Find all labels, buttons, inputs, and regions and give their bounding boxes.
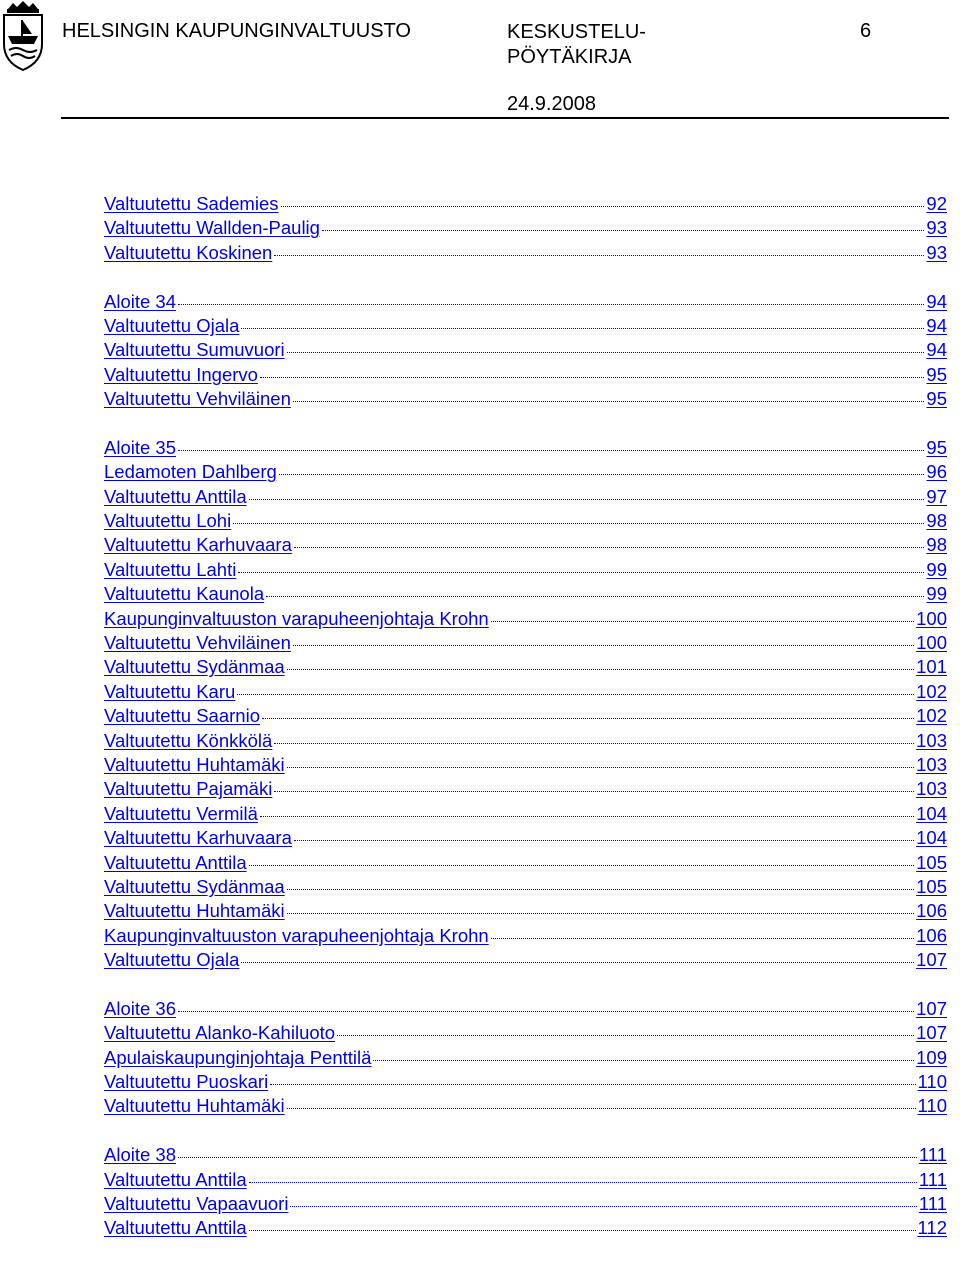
toc-entry-title: Valtuutettu Vapaavuori bbox=[104, 1193, 289, 1215]
dot-leader bbox=[491, 621, 914, 622]
toc-entry-link[interactable] bbox=[104, 1168, 947, 1192]
toc-entry-link[interactable] bbox=[104, 192, 947, 216]
toc-entry-page-number: 94 bbox=[926, 290, 947, 312]
dot-leader bbox=[287, 352, 925, 353]
dot-leader bbox=[249, 1230, 916, 1231]
toc-entry-link[interactable] bbox=[104, 558, 947, 582]
toc-entry-link[interactable] bbox=[104, 314, 947, 338]
toc-entry-page-number: 99 bbox=[926, 583, 947, 605]
dot-leader bbox=[281, 206, 925, 207]
toc-entry-title: Valtuutettu Sydänmaa bbox=[104, 656, 285, 678]
toc-entry-link[interactable] bbox=[104, 216, 947, 240]
toc-entry-page-number: 109 bbox=[916, 1046, 947, 1068]
toc-entry-link[interactable] bbox=[104, 509, 947, 533]
toc-entry-link[interactable] bbox=[104, 680, 947, 704]
dot-leader bbox=[178, 1157, 917, 1158]
toc-entry-page-number: 95 bbox=[926, 363, 947, 385]
dot-leader bbox=[279, 474, 925, 475]
toc-entry-title: Valtuutettu Saarnio bbox=[104, 705, 260, 727]
toc-entry-title: Valtuutettu Huhtamäki bbox=[104, 753, 285, 775]
dot-leader bbox=[249, 865, 915, 866]
toc-entry-title: Valtuutettu Ingervo bbox=[104, 363, 258, 385]
toc-entry-page-number: 111 bbox=[918, 1193, 947, 1215]
toc-entry-title: Valtuutettu Kaunola bbox=[104, 583, 265, 605]
toc-entry-title: Valtuutettu Huhtamäki bbox=[104, 1095, 285, 1117]
toc-entry-title: Valtuutettu Sademies bbox=[104, 193, 279, 214]
toc-entry-title: Kaupunginvaltuuston varapuheenjohtaja Krohn bbox=[104, 607, 489, 629]
toc-entry-page-number: 93 bbox=[926, 241, 947, 263]
toc-entry-title: Valtuutettu Anttila bbox=[104, 1168, 247, 1190]
toc-entry-link[interactable] bbox=[104, 1143, 947, 1167]
toc-entry-page-number: 103 bbox=[916, 729, 947, 751]
toc-entry-title: Valtuutettu Sydänmaa bbox=[104, 875, 285, 897]
toc-entry-page-number: 101 bbox=[916, 656, 947, 678]
dot-leader bbox=[178, 1011, 914, 1012]
toc-group bbox=[104, 290, 947, 412]
toc-entry-page-number: 95 bbox=[926, 436, 947, 458]
toc-entry-page-number: 111 bbox=[918, 1144, 947, 1166]
toc-entry-link[interactable] bbox=[104, 241, 947, 265]
dot-leader bbox=[237, 694, 914, 695]
toc-entry-page-number: 92 bbox=[926, 193, 947, 214]
toc-entry-link[interactable] bbox=[104, 704, 947, 728]
toc-entry-title: Valtuutettu Anttila bbox=[104, 485, 247, 507]
dot-leader bbox=[287, 767, 914, 768]
dot-leader bbox=[373, 1060, 914, 1061]
dot-leader bbox=[290, 1206, 916, 1207]
toc-entry-link[interactable] bbox=[104, 485, 947, 509]
dot-leader bbox=[249, 1182, 917, 1183]
toc-entry-page-number: 103 bbox=[916, 753, 947, 775]
toc-entry-link[interactable] bbox=[104, 363, 947, 387]
dot-leader bbox=[287, 669, 914, 670]
dot-leader bbox=[274, 255, 924, 256]
toc-entry-link[interactable] bbox=[104, 899, 947, 923]
toc-entry-link[interactable] bbox=[104, 997, 947, 1021]
toc-entry-link[interactable] bbox=[104, 1046, 947, 1070]
dot-leader bbox=[178, 304, 924, 305]
toc-entry-page-number: 96 bbox=[926, 461, 947, 483]
dot-leader bbox=[287, 889, 914, 890]
toc-entry-title: Valtuutettu Alanko-Kahiluoto bbox=[104, 1022, 336, 1044]
dot-leader bbox=[270, 1084, 915, 1085]
document-type bbox=[507, 20, 646, 70]
toc-entry-link[interactable] bbox=[104, 753, 947, 777]
toc-entry-title: Valtuutettu Karu bbox=[104, 680, 236, 702]
toc-entry-page-number: 105 bbox=[916, 851, 947, 873]
toc-entry-link[interactable] bbox=[104, 655, 947, 679]
toc-entry-link[interactable] bbox=[104, 875, 947, 899]
toc-entry-page-number: 107 bbox=[916, 949, 947, 971]
toc-entry-page-number: 104 bbox=[916, 827, 947, 849]
toc-entry-page-number: 100 bbox=[916, 632, 947, 654]
toc-entry-link[interactable] bbox=[104, 948, 947, 972]
toc-entry-title: Aloite 38 bbox=[104, 1144, 176, 1166]
toc-entry-link[interactable] bbox=[104, 1192, 947, 1216]
dot-leader bbox=[249, 499, 925, 500]
toc-entry-title: Aloite 34 bbox=[104, 290, 176, 312]
dot-leader bbox=[178, 450, 924, 451]
toc-entry-page-number: 112 bbox=[917, 1217, 947, 1239]
toc-entry-page-number: 94 bbox=[926, 339, 947, 361]
dot-leader bbox=[233, 523, 924, 524]
toc-entry-link[interactable] bbox=[104, 1216, 947, 1240]
toc-entry-link[interactable] bbox=[104, 924, 947, 948]
dot-leader bbox=[293, 645, 914, 646]
toc-entry-page-number: 110 bbox=[917, 1095, 947, 1117]
toc-entry-page-number: 106 bbox=[916, 924, 947, 946]
toc-entry-page-number: 107 bbox=[916, 1022, 947, 1044]
toc-entry-page-number: 100 bbox=[916, 607, 947, 629]
toc-entry-title: Valtuutettu Vehviläinen bbox=[104, 388, 291, 410]
toc-entry-page-number: 94 bbox=[926, 314, 947, 336]
toc-entry-link[interactable] bbox=[104, 436, 947, 460]
dot-leader bbox=[260, 377, 924, 378]
toc-entry-link[interactable] bbox=[104, 460, 947, 484]
toc-group bbox=[104, 1143, 947, 1241]
toc-group bbox=[104, 997, 947, 1119]
dot-leader bbox=[241, 328, 924, 329]
toc-entry-title: Valtuutettu Könkkölä bbox=[104, 729, 273, 751]
dot-leader bbox=[241, 962, 914, 963]
toc-entry-title: Kaupunginvaltuuston varapuheenjohtaja Krohn bbox=[104, 924, 489, 946]
toc-entry-link[interactable] bbox=[104, 1021, 947, 1045]
dot-leader bbox=[287, 913, 914, 914]
dot-leader bbox=[287, 1108, 916, 1109]
toc-entry-page-number: 97 bbox=[926, 485, 947, 507]
toc-entry-link[interactable] bbox=[104, 290, 947, 314]
table-of-contents bbox=[104, 192, 947, 1265]
toc-entry-link[interactable] bbox=[104, 607, 947, 631]
toc-entry-title: Valtuutettu Sumuvuori bbox=[104, 339, 285, 361]
dot-leader bbox=[294, 547, 925, 548]
dot-leader bbox=[337, 1035, 914, 1036]
organization-name: HELSINGIN KAUPUNGINVALTUUSTO bbox=[62, 20, 411, 42]
toc-group bbox=[104, 436, 947, 973]
toc-entry-link[interactable] bbox=[104, 1094, 947, 1118]
toc-entry-page-number: 103 bbox=[916, 778, 947, 800]
toc-entry-link[interactable] bbox=[104, 1070, 947, 1094]
toc-entry-page-number: 93 bbox=[926, 217, 947, 239]
toc-entry-title: Valtuutettu Puoskari bbox=[104, 1071, 269, 1093]
toc-entry-link[interactable] bbox=[104, 533, 947, 557]
toc-entry-title: Valtuutettu Anttila bbox=[104, 1217, 247, 1239]
dot-leader bbox=[262, 718, 914, 719]
dot-leader bbox=[274, 791, 914, 792]
toc-entry-page-number: 111 bbox=[918, 1168, 947, 1190]
toc-entry-page-number: 98 bbox=[926, 534, 947, 556]
dot-leader bbox=[293, 401, 925, 402]
toc-entry-link[interactable] bbox=[104, 631, 947, 655]
toc-entry-title: Aloite 35 bbox=[104, 436, 176, 458]
toc-entry-link[interactable] bbox=[104, 582, 947, 606]
toc-entry-title: Valtuutettu Karhuvaara bbox=[104, 827, 292, 849]
toc-entry-title: Valtuutettu Huhtamäki bbox=[104, 900, 285, 922]
toc-entry-title: Valtuutettu Koskinen bbox=[104, 241, 273, 263]
toc-entry-page-number: 99 bbox=[926, 558, 947, 580]
toc-entry-link[interactable] bbox=[104, 826, 947, 850]
dot-leader bbox=[238, 572, 924, 573]
toc-entry-link[interactable] bbox=[104, 387, 947, 411]
toc-entry-title: Valtuutettu Ojala bbox=[104, 949, 240, 971]
dot-leader bbox=[274, 743, 914, 744]
toc-entry-link[interactable] bbox=[104, 802, 947, 826]
toc-entry-title: Ledamoten Dahlberg bbox=[104, 461, 277, 483]
toc-entry-title: Apulaiskaupunginjohtaja Penttilä bbox=[104, 1046, 372, 1068]
toc-entry-link[interactable] bbox=[104, 851, 947, 875]
toc-entry-page-number: 110 bbox=[917, 1071, 947, 1093]
toc-entry-title: Valtuutettu Lahti bbox=[104, 558, 237, 580]
toc-entry-link[interactable] bbox=[104, 729, 947, 753]
toc-entry-page-number: 98 bbox=[926, 510, 947, 532]
dot-leader bbox=[260, 816, 914, 817]
toc-entry-link[interactable] bbox=[104, 777, 947, 801]
toc-entry-title: Valtuutettu Karhuvaara bbox=[104, 534, 292, 556]
toc-entry-title: Valtuutettu Pajamäki bbox=[104, 778, 273, 800]
toc-entry-page-number: 104 bbox=[916, 802, 947, 824]
page-number: 6 bbox=[860, 20, 872, 42]
toc-entry-title: Valtuutettu Wallden-Paulig bbox=[104, 217, 320, 239]
toc-entry-page-number: 105 bbox=[916, 875, 947, 897]
document-type-line1: KESKUSTELU- bbox=[507, 21, 646, 43]
toc-entry-title: Valtuutettu Ojala bbox=[104, 314, 240, 336]
dot-leader bbox=[491, 938, 914, 939]
toc-entry-page-number: 106 bbox=[916, 900, 947, 922]
toc-entry-title: Valtuutettu Vehviläinen bbox=[104, 632, 291, 654]
document-date: 24.9.2008 bbox=[507, 93, 596, 115]
toc-entry-link[interactable] bbox=[104, 338, 947, 362]
toc-entry-title: Valtuutettu Lohi bbox=[104, 510, 232, 532]
helsinki-coat-of-arms-icon bbox=[0, 0, 46, 74]
toc-entry-title: Valtuutettu Vermilä bbox=[104, 802, 258, 824]
toc-entry-page-number: 102 bbox=[916, 705, 947, 727]
toc-entry-page-number: 107 bbox=[916, 997, 947, 1019]
toc-entry-title: Valtuutettu Anttila bbox=[104, 851, 247, 873]
dot-leader bbox=[266, 596, 924, 597]
dot-leader bbox=[322, 230, 924, 231]
toc-group bbox=[104, 192, 947, 265]
dot-leader bbox=[294, 840, 914, 841]
toc-entry-page-number: 102 bbox=[916, 680, 947, 702]
document-type-line2: PÖYTÄKIRJA bbox=[507, 46, 632, 68]
toc-entry-title: Aloite 36 bbox=[104, 997, 176, 1019]
toc-entry-page-number: 95 bbox=[926, 388, 947, 410]
header-divider bbox=[61, 117, 949, 119]
